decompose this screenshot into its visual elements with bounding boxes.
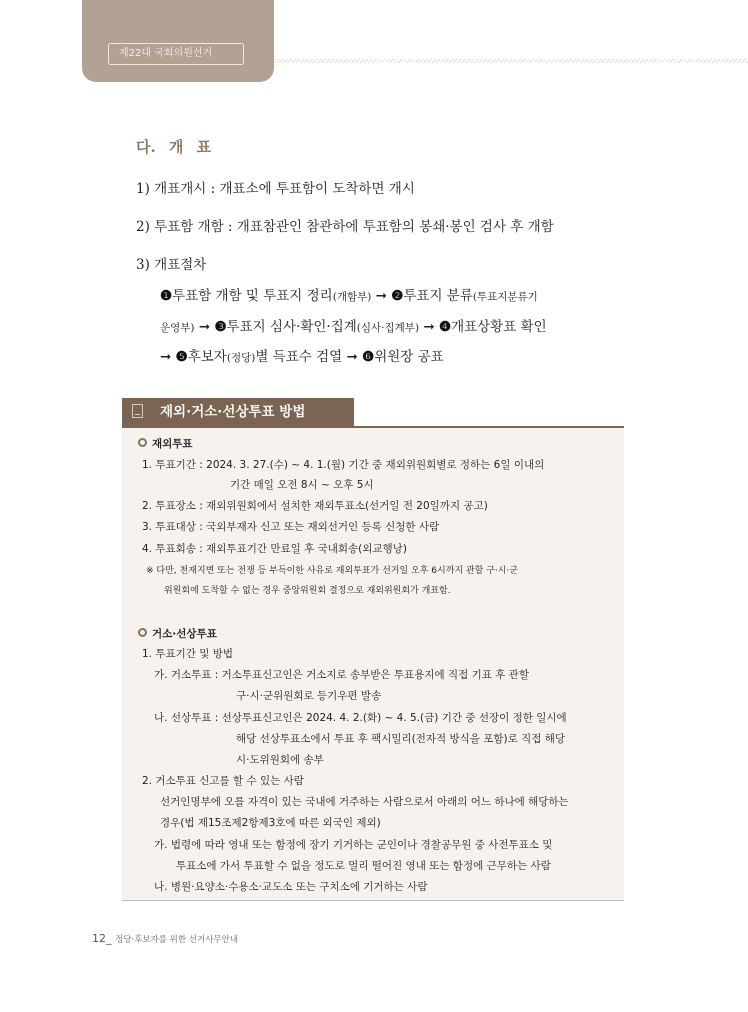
overseas-heading: 재외투표 [138, 436, 193, 451]
arrow-icon: ➞ [160, 349, 172, 365]
step-1-note: (개함부) [332, 291, 372, 303]
absentee-na: 나. 선상투표 : 선상투표신고인은 2024. 4. 2.(화) ~ 4. 5.(금) 기간 중 선장이 정한 일시에 [154, 712, 567, 724]
overseas-line-2: 2. 투표장소 : 재외위원회에서 설치한 재외투표소(선거일 전 20일까지 공고) [142, 500, 488, 512]
absentee-na-4: 나. 병원·요양소·수용소·교도소 또는 구치소에 기거하는 사람 [154, 881, 428, 893]
info-box-title-text: 재외·거소·선상투표 방법 [160, 404, 306, 420]
step-4-text: 개표상황표 확인 [451, 319, 547, 335]
step-3-note: (심사·집계부) [356, 322, 420, 334]
step-3-mark: ❸ [214, 319, 227, 335]
overseas-note-2: 위원회에 도착할 수 없는 경우 중앙위원회 결정으로 재외위원회가 개표함. [164, 586, 451, 596]
item-3: 3) 개표절차 [136, 257, 207, 273]
absentee-line-2b: 경우(법 제15조제2항제3호에 따른 외국인 제외) [160, 817, 381, 829]
header-rule [274, 59, 748, 63]
info-box-title [122, 398, 354, 426]
absentee-line-2a: 선거인명부에 오를 자격이 있는 국내에 거주하는 사람으로서 아래의 어느 하나에 해당하는 [160, 796, 569, 808]
item-2: 2) 투표함 개함 : 개표참관인 참관하에 투표함의 봉쇄·봉인 검사 후 개함 [136, 219, 554, 235]
arrow-icon: ➞ [198, 319, 211, 335]
arrow-icon: ➞ [346, 349, 358, 365]
absentee-heading: 거소·선상투표 [138, 626, 217, 641]
page-number: 12_ [92, 932, 112, 945]
overseas-line-4: 4. 투표회송 : 재외투표기간 만료일 후 국내회송(외교행낭) [142, 543, 407, 555]
step-4-mark: ❹ [438, 319, 452, 335]
step-5-note: (정당) [226, 352, 256, 364]
absentee-ga-2: 구·시·군위원회로 등기우편 발송 [236, 690, 382, 702]
overseas-line-3: 3. 투표대상 : 국외부재자 신고 또는 재외선거인 등록 신청한 사람 [142, 521, 440, 533]
info-box-rule [122, 426, 624, 428]
absentee-na-3: 시·도위원회에 송부 [236, 754, 324, 766]
section-heading: 다. 개 표 [136, 138, 212, 156]
circle-bullet-icon [138, 438, 147, 447]
overseas-line-1: 1. 투표기간 : 2024. 3. 27.(수) ~ 4. 1.(월) 기간 중 재외위원회별로 정하는 6일 이내의 [142, 459, 545, 471]
step-line-2 [160, 315, 547, 335]
step-2-mark: ❷ [391, 288, 404, 304]
item-1: 1) 개표개시 : 개표소에 투표함이 도착하면 개시 [136, 181, 415, 197]
absentee-ga: 가. 거소투표 : 거소투표신고인은 거소지로 송부받은 투표용지에 직접 기표 후 관할 [154, 669, 529, 681]
arrow-icon: ➞ [423, 319, 435, 335]
page-footer [92, 932, 238, 945]
circle-bullet-icon [138, 628, 147, 637]
step-5-text: 후보자 [187, 349, 227, 365]
step-2-text: 투표지 분류 [403, 288, 473, 304]
document-icon [132, 404, 143, 418]
step-6-text: 위원장 공표 [374, 349, 444, 365]
step-5-text-b: 별 득표수 검열 [255, 349, 343, 365]
absentee-ga-4: 투표소에 가서 투표할 수 없을 정도로 멀리 떨어진 영내 또는 함정에 근무하는 사람 [176, 860, 551, 872]
step-line-1 [160, 284, 538, 304]
step-1-mark: ❶ [160, 288, 173, 304]
header-tab [82, 0, 274, 82]
step-5-mark: ❺ [175, 349, 188, 365]
arrow-icon: ➞ [375, 288, 387, 304]
step-1-text: 투표함 개함 및 투표지 정리 [172, 288, 333, 304]
step-2-note-cont: 운영부) [160, 322, 195, 334]
step-3-text: 투표지 심사·확인·집계 [226, 319, 357, 335]
absentee-line-2: 2. 거소투표 신고를 할 수 있는 사람 [142, 775, 304, 787]
step-6-mark: ❻ [362, 349, 375, 365]
step-2-note: (투표지분류기 [472, 291, 538, 303]
overseas-line-1b: 기간 매일 오전 8시 ~ 오후 5시 [230, 479, 374, 491]
absentee-line-1: 1. 투표기간 및 방법 [142, 648, 234, 660]
overseas-note-1: ※ 다만, 천재지변 또는 전쟁 등 부득이한 사유로 재외투표가 선거일 오후 6시까지 관할 구·시·군 [146, 566, 519, 576]
step-line-3 [160, 345, 444, 365]
header-tab-label: 제22대 국회의원선거 [108, 43, 244, 65]
footer-title: 정당·후보자를 위한 선거사무안내 [115, 935, 239, 945]
absentee-na-2: 해당 선상투표소에서 투표 후 팩시밀리(전자적 방식을 포함)로 직접 해당 [236, 733, 566, 745]
absentee-ga-3: 가. 법령에 따라 영내 또는 함정에 장기 기거하는 군인이나 경찰공무원 중 사전투표소 및 [154, 839, 553, 851]
